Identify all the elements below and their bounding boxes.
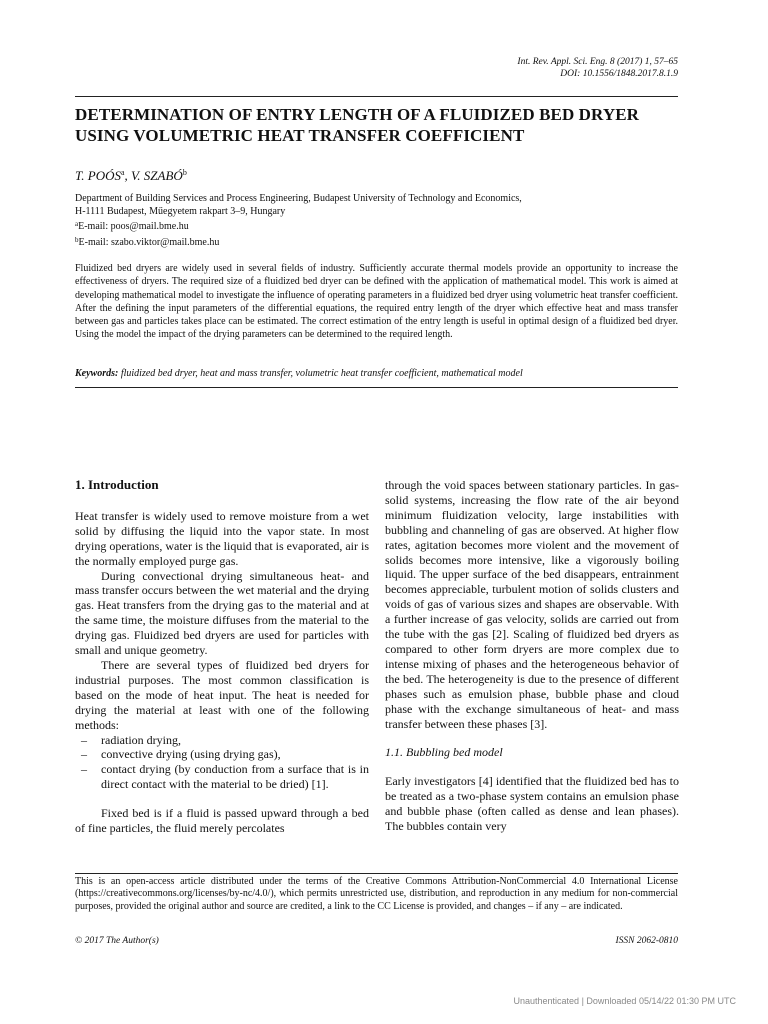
license-notice: This is an open-access article distributed under the terms of the Creative Commons Attribution-NonCommercial 4.0 International License (https://creativecommons.org/licenses/by-nc/4.0/), which permits unrestricted use, distribution, and reproduction in any medium for non-commercial purposes, provided the original author and source are credited, a link to the CC License is provided, and changes – if any – are indicated. — [75, 876, 678, 912]
intro-paragraph-3: There are several types of fluidized bed dryers for industrial purposes. The most common classification is based on the mode of heat input. The heat is needed for drying the material at least with one of the following methods: — [75, 657, 369, 732]
left-column — [75, 478, 369, 836]
list-dash: – — [81, 762, 87, 777]
affiliation-line-1: Department of Building Services and Process Engineering, Budapest University of Technology and Economics, — [75, 193, 522, 204]
email-b-mark: b — [75, 235, 79, 244]
intro-paragraph-2: During convectional drying simultaneous heat- and mass transfer occurs between the wet material and the drying gas. Heat transfers from the drying gas to the material and at the same time, the moisture diffuses from the material to the drying gas. Fluidized bed dryers are used for particles with small and unique geometry. — [75, 568, 369, 658]
list-item — [75, 733, 369, 748]
affiliation-block — [75, 193, 522, 249]
email-a: E-mail: poos@mail.bme.hu — [78, 221, 189, 232]
journal-citation — [517, 56, 678, 80]
list-dash: – — [81, 747, 87, 762]
list-item — [75, 762, 369, 792]
intro-paragraph-1: Heat transfer is widely used to remove moisture from a wet solid by diffusing the liquid into the vapor state. In most drying operations, water is the liquid that is evaporated, air is the normally employed purge gas. — [75, 508, 369, 568]
copyright: © 2017 The Author(s) — [75, 936, 159, 946]
abstract: Fluidized bed dryers are widely used in several fields of industry. Sufficiently accurate thermal models provide an opportunity to increase the effectiveness of dryers. The required size of a fluidized bed dryer can be defined with the application of mathematical model. This work is aimed at developing mathematical model to investigate the influence of operating parameters in a fluidized bed dryer using volumetric heat transfer coefficient. After the defining the input parameters of the differential equations, the required entry length of the dryer which effective heat and mass transfer between gas and particles takes place can be estimated. The correct estimation of the entry length is useful in optimal design of a fluidized bed dryer. Using the model the impact of the drying parameters can be determined to the required length. — [75, 263, 678, 341]
author-1: T. POÓS — [75, 168, 121, 183]
col2-paragraph-1: through the void spaces between stationary particles. In gas-solid systems, increasing the flow rate of the air beyond minimum fluidization velocity, large instabilities with bubbling and channeling of gas are observed. At higher flow rates, agitation becomes more violent and the movement of solids becomes more intensive, like a vigorously boiling liquid. The upper surface of the bed disappears, entrainment becomes appreciable, turbulent motion of solids clusters and voids of gas of various sizes and shapes are observable. With a further increase of gas velocity, solids are carried out from the tube with the gas [2]. Scaling of fluidized bed dryers as compared to other form dryers are more complex due to intense mixing of phases and the heterogeneous behavior of the bed. The heterogeneity is due to the presence of different phases such as emulsion phase, bubble phase and cloud phase with the exchange simultaneous of heat- and mass transfer between these phases [3]. — [385, 478, 679, 731]
download-stamp: Unauthenticated | Downloaded 05/14/22 01:30 PM UTC — [513, 996, 736, 1006]
affiliation-line-2: H-1111 Budapest, Műegyetem rakpart 3–9, Hungary — [75, 205, 286, 217]
intro-paragraph-4: Fixed bed is if a fluid is passed upward through a bed of fine particles, the fluid merely percolates — [75, 806, 369, 836]
paper-title — [75, 104, 685, 146]
col2-paragraph-2: Early investigators [4] identified that the fluidized bed has to be treated as a two-phase system contains an emulsion phase and bubble phase (often called as dense and lean phases). The bubbles contain very — [385, 774, 679, 834]
keywords-text: fluidized bed dryer, heat and mass transfer, volumetric heat transfer coefficient, mathematical model — [118, 368, 523, 379]
right-column — [385, 478, 679, 834]
drying-methods-list — [75, 733, 369, 793]
author-2-affil-mark: b — [182, 168, 187, 177]
author-separator: , — [124, 168, 132, 183]
list-dash: – — [81, 732, 87, 747]
email-a-line — [75, 218, 522, 234]
title-line-1: DETERMINATION OF ENTRY LENGTH OF A FLUIDIZED BED DRYER — [75, 105, 640, 124]
subsection-heading-bubbling-bed: 1.1. Bubbling bed model — [385, 745, 503, 760]
list-item-text: radiation drying, — [101, 732, 181, 747]
email-b-line — [75, 234, 522, 250]
author-list — [75, 168, 187, 184]
keywords-label: Keywords: — [75, 368, 119, 379]
abstract-rule — [75, 387, 678, 388]
list-item — [75, 747, 369, 762]
author-1-affil-mark: a — [120, 168, 125, 177]
email-b: E-mail: szabo.viktor@mail.bme.hu — [78, 236, 220, 248]
issn: ISSN 2062-0810 — [615, 936, 678, 946]
journal-line: Int. Rev. Appl. Sci. Eng. 8 (2017) 1, 57–65 — [517, 57, 678, 67]
email-a-mark: a — [75, 220, 79, 228]
keywords — [75, 368, 523, 379]
section-heading-introduction: 1. Introduction — [75, 477, 159, 492]
paragraph-gap — [75, 792, 369, 806]
author-2: V. SZABÓ — [131, 168, 183, 183]
list-item-text: convective drying (using drying gas), — [101, 747, 281, 762]
header-rule — [75, 96, 678, 97]
list-item-text: contact drying (by conduction from a surface that is in direct contact with the material to be dried) [1]. — [101, 762, 369, 792]
footer-rule — [75, 873, 678, 874]
title-line-2: USING VOLUMETRIC HEAT TRANSFER COEFFICIENT — [75, 126, 525, 145]
doi-line: DOI: 10.1556/1848.2017.8.1.9 — [560, 69, 678, 79]
